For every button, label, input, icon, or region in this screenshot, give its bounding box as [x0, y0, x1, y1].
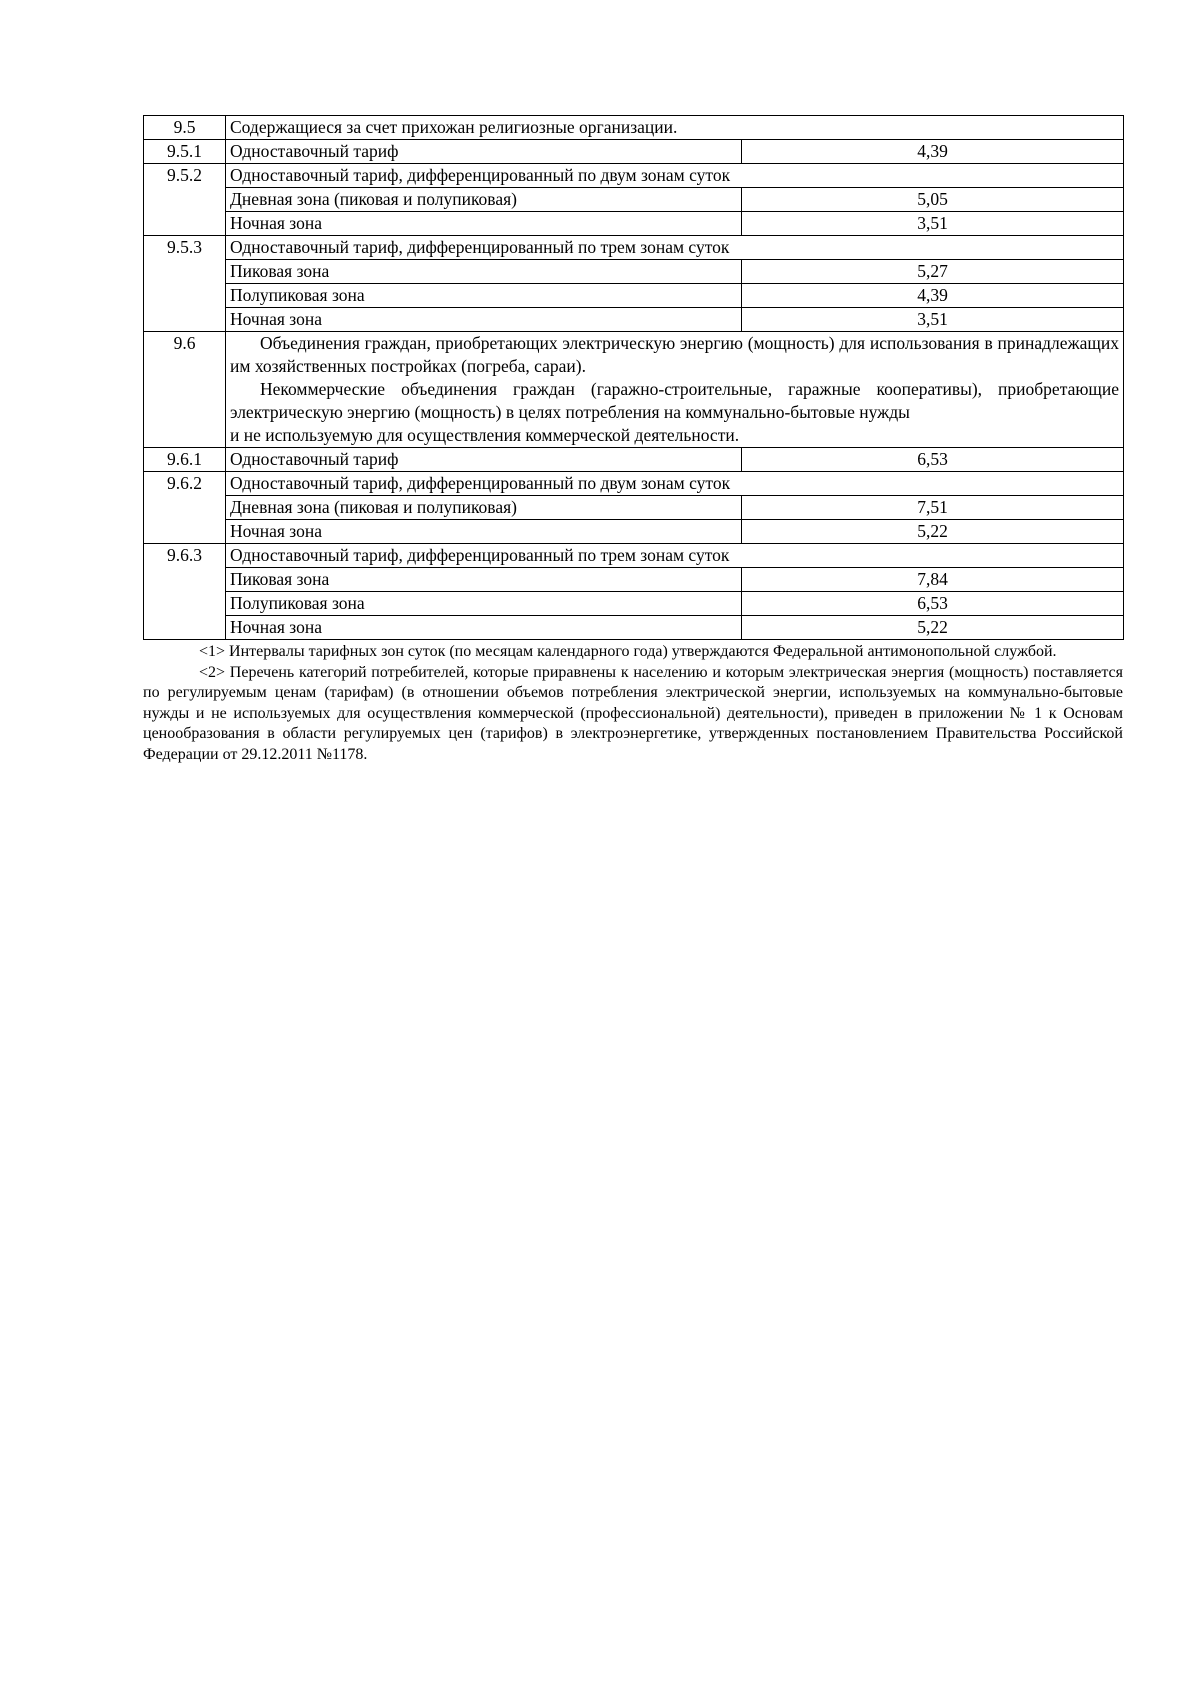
item-number: 9.6.1 [144, 448, 226, 472]
zone-label: Дневная зона (пиковая и полупиковая) [226, 496, 742, 520]
table-row [144, 260, 1124, 284]
table-row [144, 212, 1124, 236]
item-number: 9.5.2 [144, 164, 226, 236]
section-number: 9.6 [144, 332, 226, 448]
table-row [144, 236, 1124, 260]
section-title: Содержащиеся за счет прихожан религиозные организации. [226, 116, 1124, 140]
zone-label: Дневная зона (пиковая и полупиковая) [226, 188, 742, 212]
zone-label: Ночная зона [226, 212, 742, 236]
zone-value: 7,51 [742, 496, 1124, 520]
zone-value: 5,22 [742, 520, 1124, 544]
footnote: <1> Интервалы тарифных зон суток (по месяцам календарного года) утверждаются Федеральной антимонопольной службой. [199, 643, 1057, 660]
zone-value: 7,84 [742, 568, 1124, 592]
tariff-group-label: Одноставочный тариф, дифференцированный по двум зонам суток [226, 472, 1124, 496]
table-row [144, 448, 1124, 472]
item-number: 9.5.1 [144, 140, 226, 164]
section-number: 9.5 [144, 116, 226, 140]
zone-value: 4,39 [742, 284, 1124, 308]
table-row [144, 164, 1124, 188]
table-row [144, 332, 1124, 448]
tariff-value: 4,39 [742, 140, 1124, 164]
tariff-label: Одноставочный тариф [226, 448, 742, 472]
zone-value: 3,51 [742, 212, 1124, 236]
table-row [144, 496, 1124, 520]
item-number: 9.6.2 [144, 472, 226, 544]
footnotes [143, 642, 1123, 765]
zone-label: Ночная зона [226, 308, 742, 332]
zone-label: Ночная зона [226, 520, 742, 544]
table-row [144, 592, 1124, 616]
zone-value: 5,05 [742, 188, 1124, 212]
zone-label: Полупиковая зона [226, 592, 742, 616]
document-page [143, 115, 1123, 765]
section-paragraph: и не используемую для осуществления коммерческой деятельности. [230, 425, 740, 445]
zone-label: Пиковая зона [226, 260, 742, 284]
zone-value: 5,27 [742, 260, 1124, 284]
footnote: <2> Перечень категорий потребителей, которые приравнены к населению и которым электрическая энергия (мощность) поставляется по регулируемым ценам (тарифам) (в отношении объемов потребления электрической энергии, используемых на коммунально-бытовые нужды и не используемых для осуществления коммерческой (профессиональной) деятельности), приведен в приложении № 1 к Основам ценообразования в области регулируемых цен (тарифов) в электроэнергетике, утвержденных постановлением Правительства Российской Федерации от 29.12.2011 №1178. [143, 663, 1123, 763]
tariff-label: Одноставочный тариф [226, 140, 742, 164]
zone-value: 5,22 [742, 616, 1124, 640]
table-row [144, 472, 1124, 496]
item-number: 9.6.3 [144, 544, 226, 640]
table-row [144, 116, 1124, 140]
section-paragraph: Некоммерческие объединения граждан (гаражно-строительные, гаражные кооперативы), приобретающие электрическую энергию (мощность) в целях потребления на коммунально-бытовые нужды [230, 379, 1120, 422]
section-paragraph: Объединения граждан, приобретающих электрическую энергию (мощность) для использования в принадлежащих им хозяйственных постройках (погреба, сараи). [230, 333, 1120, 376]
tariff-table [143, 115, 1124, 640]
item-number: 9.5.3 [144, 236, 226, 332]
zone-label: Ночная зона [226, 616, 742, 640]
table-row [144, 616, 1124, 640]
zone-value: 6,53 [742, 592, 1124, 616]
tariff-group-label: Одноставочный тариф, дифференцированный по трем зонам суток [226, 236, 1124, 260]
table-row [144, 568, 1124, 592]
zone-label: Полупиковая зона [226, 284, 742, 308]
tariff-value: 6,53 [742, 448, 1124, 472]
section-description [226, 332, 1124, 448]
table-row [144, 284, 1124, 308]
table-row [144, 544, 1124, 568]
zone-label: Пиковая зона [226, 568, 742, 592]
table-row [144, 188, 1124, 212]
table-row [144, 520, 1124, 544]
tariff-group-label: Одноставочный тариф, дифференцированный по трем зонам суток [226, 544, 1124, 568]
table-row [144, 140, 1124, 164]
zone-value: 3,51 [742, 308, 1124, 332]
tariff-group-label: Одноставочный тариф, дифференцированный по двум зонам суток [226, 164, 1124, 188]
table-row [144, 308, 1124, 332]
